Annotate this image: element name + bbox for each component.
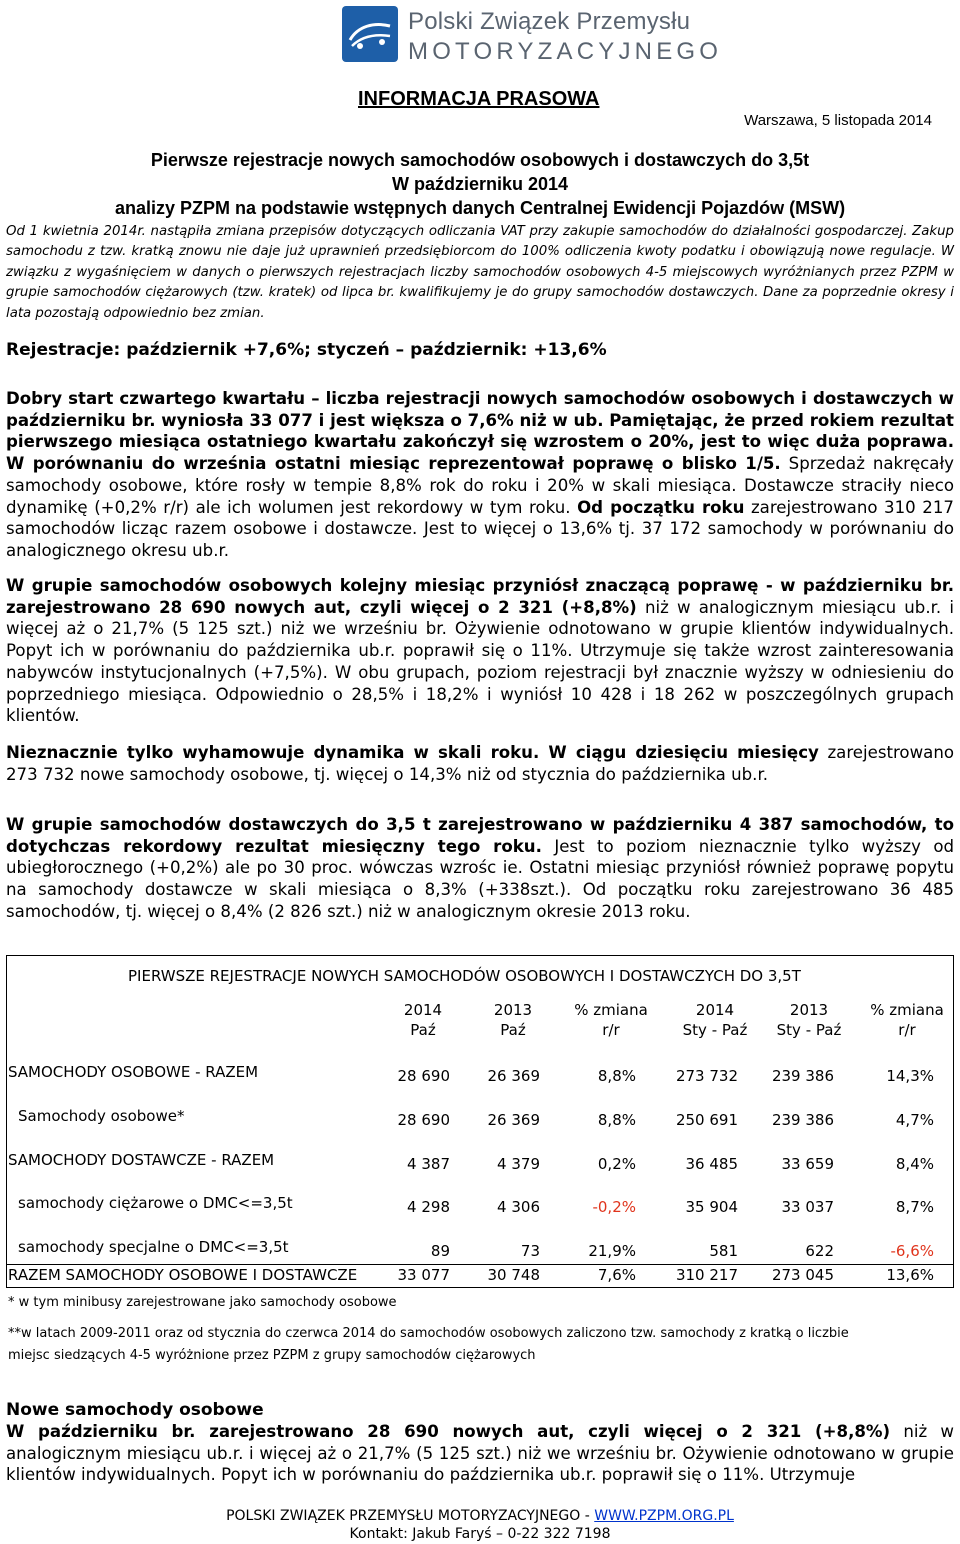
org-name-line2: MOTORYZACYJNEGO [408,38,723,65]
cell-specjalne-4: 622 [805,1242,834,1260]
intro-paragraph: Od 1 kwietnia 2014r. nastąpiła zmiana przepisów dotyczących odliczania VAT przy zakupie samochodów do działalności gospodarczej. Zakup samochodu z tzw. kratką znowu nie daje już uprawnień przedsiębiorcom do 100% odliczenia kwoty podatku i obowiązują nowe regulacje. W związku z wygaśnięciem w danych o pierwszych rejestracjach liczby samochodów osobowych 4-5 miejscowych wyróżnianych przez PZPM w grupie samochodów ciężarowych (tzw. kratek) od lipca br. kwalifikujemy je do grupy samochodów dostawczych. Dane za poprzednie okresy i lata pozostają odpowiednio bez zmian. [6,224,954,321]
press-release-label: INFORMACJA PRASOWA [358,88,600,110]
cell-razem-5: 13,6% [886,1266,934,1284]
row-label-dostawcze-razem: SAMOCHODY DOSTAWCZE - RAZEM [8,1151,275,1169]
cell-specjalne-1: 73 [520,1242,540,1260]
pzpm-logo [340,4,723,66]
table-caption: PIERWSZE REJESTRACJE NOWYCH SAMOCHODÓW OSOBOWYCH I DOSTAWCZYCH DO 3,5T [128,967,801,985]
cell-osobowe-razem-4: 239 386 [771,1067,834,1085]
section-paragraph [6,1421,954,1486]
cell-specjalne-0: 89 [430,1242,450,1260]
paragraph-4 [6,814,954,923]
p3-bold: Nieznacznie tylko wyhamowuje dynamika w skali roku. W ciągu dziesięciu miesięcy [6,743,819,762]
cell-dostawcze-razem-1: 4 379 [497,1155,540,1173]
footer-org [0,1508,960,1524]
paragraph-3 [6,742,954,785]
row-label-osobowe: Samochody osobowe* [18,1107,185,1125]
footer-org-name: POLSKI ZWIĄZEK PRZEMYSŁU MOTORYZACYJNEGO - [226,1508,595,1524]
total-row-frame [6,1264,954,1288]
col-header-change-ytd: % zmiana r/r [870,1001,944,1039]
col-header-2014-ytd: 2014 Sty - Paź [682,1001,748,1039]
cell-osobowe-razem-1: 26 369 [487,1067,540,1085]
cell-specjalne-2: 21,9% [588,1242,636,1260]
footer-contact: Kontakt: Jakub Faryś – 0-22 322 7198 [349,1526,611,1542]
cell-razem-4: 273 045 [771,1266,834,1284]
footnote-1: * w tym minibusy zarejestrowane jako samochody osobowe [8,1295,397,1310]
p3-text: zarejestrowano 273 732 nowe samochody osobowe, tj. więcej o 14,3% niż od stycznia do października ub.r. [6,743,954,784]
p1-text: Sprzedaż nakręcały samochody osobowe, które rosły w tempie 8,8% rok do roku i 20% w skali miesiąca. Dostawcze straciły nieco dynamikę (+0,2% r/r) ale ich wolumen jest rekordowy w tym roku. [6,454,954,517]
footer-link[interactable]: WWW.PZPM.ORG.PL [594,1508,734,1524]
cell-dostawcze-razem-3: 36 485 [685,1155,738,1173]
p1-bold: Dobry start czwartego kwartału – liczba rejestracji nowych samochodów osobowych i dostawczych w październiku br. wyniosła 33 077 i jest większa o 7,6% niż w ub. Pamiętając, że przed rokiem rezultat pierwszego miesiąca ostatniego kwartału zakończył się wzrostem o 20%, jest to więc duża poprawa. W porównaniu do września ostatni miesiąc reprezentował poprawę o blisko 1/5. [6,389,954,474]
col-header-2013-ytd: 2013 Sty - Paź [776,1001,842,1039]
title-line-1: Pierwsze rejestracje nowych samochodów osobowych i dostawczych do 3,5t [150,150,810,170]
cell-osobowe-5: 4,7% [895,1111,934,1129]
p2-text: niż w analogicznym miesiącu ub.r. i więcej aż o 21,7% (5 125 szt.) niż we wrześniu br. Ożywienie odnotowano w grupie klientów indywidualnych. Popyt ich w porównaniu do października ub.r. poprawił się o 11%. Utrzymuje się także wzrost zainteresowania nabywców instytucjonalnych (+7,5%). W obu grupach, poziom rejestracji był znacznie wyższy w odniesieniu do poprzedniego miesiąca. Odpowiednio o 28,5% i 18,2% i wyniósł 10 428 i 18 262 w poszczególnych grupach klientów. [6,597,954,726]
paragraph-2 [6,575,954,727]
p1-text-2: zarejestrowano 310 217 samochodów licząc razem osobowe i dostawcze. Jest to więcej o 13,6% tj. 37 172 samochody w porównaniu do analogicznego okresu ub.r. [6,497,954,560]
row-label-specjalne: samochody specjalne o DMC<=3,5t [18,1238,289,1256]
cell-dostawcze-razem-0: 4 387 [407,1155,450,1173]
cell-osobowe-razem-2: 8,8% [597,1067,636,1085]
headline: Rejestracje: październik +7,6%; styczeń – październik: +13,6% [6,340,607,360]
cell-ciezarowe-3: 35 904 [685,1198,738,1216]
col-header-change-oct: % zmiana r/r [574,1001,648,1039]
cell-razem-0: 33 077 [397,1266,450,1284]
cell-razem-3: 310 217 [675,1266,738,1284]
footnote-3: miejsc siedzących 4-5 wyróżnione przez PZPM z grupy samochodów ciężarowych [8,1348,536,1363]
cell-ciezarowe-1: 4 306 [497,1198,540,1216]
cell-specjalne-3: 581 [709,1242,738,1260]
cell-ciezarowe-0: 4 298 [407,1198,450,1216]
p4-bold: W grupie samochodów dostawczych do 3,5 t zarejestrowano w październiku 4 387 samochodów, to dotychczas rekordowy rezultat miesięczny tego roku. [6,815,954,856]
row-label-ciezarowe: samochody ciężarowe o DMC<=3,5t [18,1194,293,1212]
cell-specjalne-5: -6,6% [890,1242,934,1260]
col-header-2013-oct: 2013 Paź [493,1001,533,1039]
cell-dostawcze-razem-2: 0,2% [597,1155,636,1173]
footnote-2: **w latach 2009-2011 oraz od stycznia do czerwca 2014 do samochodów osobowych zaliczono tzw. samochody z kratką o liczbie [8,1326,849,1341]
cell-osobowe-razem-0: 28 690 [397,1067,450,1085]
cell-osobowe-razem-3: 273 732 [675,1067,738,1085]
cell-dostawcze-razem-5: 8,4% [895,1155,934,1173]
p4-text: Jest to poziom nieznacznie tylko wyższy od ubiegłorocznego (+0,2%) ale po 30 proc. wówczas wzrośc ie. Ostatni miesiąc przyniósł również poprawę popytu na samochody dostawcze w skali miesiąca o 8,3% (+338szt.). Od początku roku zarejestrowano 36 485 samochodów, tj. więcej o 8,4% (2 826 szt.) niż w analogicznym okresie 2013 roku. [6,836,955,921]
cell-ciezarowe-5: 8,7% [895,1198,934,1216]
cell-osobowe-3: 250 691 [675,1111,738,1129]
title-line-2: W październiku 2014 [391,174,569,194]
cell-ciezarowe-4: 33 037 [781,1198,834,1216]
title-line-3: analizy PZPM na podstawie wstępnych danych Centralnej Ewidencji Pojazdów (MSW) [114,198,846,218]
pzpm-logo-icon [340,4,400,64]
p2-bold: W grupie samochodów osobowych kolejny miesiąc przyniósł znaczącą poprawę - w październiku br. zarejestrowano 28 690 nowych aut, czyli więcej o 2 321 (+8,8%) [6,576,954,617]
org-name-line1: Polski Związek Przemysłu [408,8,691,35]
cell-osobowe-4: 239 386 [771,1111,834,1129]
section-bold: W październiku br. zarejestrowano 28 690 nowych aut, czyli więcej o 2 321 (+8,8%) [6,1422,891,1441]
col-header-2014-oct: 2014 Paź [403,1001,443,1039]
cell-osobowe-0: 28 690 [397,1111,450,1129]
cell-razem-2: 7,6% [597,1266,636,1284]
row-label-osobowe-razem: SAMOCHODY OSOBOWE - RAZEM [8,1063,259,1081]
paragraph-1 [6,388,954,562]
cell-dostawcze-razem-4: 33 659 [781,1155,834,1173]
section-text: niż w analogicznym miesiącu ub.r. i więcej aż o 21,7% (5 125 szt.) niż we wrześniu br. Ożywienie odnotowano w grupie klientów indywidualnych. Popyt ich w porównaniu do października ub.r. poprawił się o 11%. Utrzymuje [6,1422,954,1485]
section-title: Nowe samochody osobowe [6,1400,264,1420]
cell-osobowe-razem-5: 14,3% [886,1067,934,1085]
p1-bold-2: Od początku roku [577,497,745,517]
cell-ciezarowe-2: -0,2% [592,1198,636,1216]
cell-osobowe-2: 8,8% [597,1111,636,1129]
row-label-razem: RAZEM SAMOCHODY OSOBOWE I DOSTAWCZE [8,1266,358,1284]
release-date: Warszawa, 5 listopada 2014 [744,112,932,129]
cell-razem-1: 30 748 [487,1266,540,1284]
cell-osobowe-1: 26 369 [487,1111,540,1129]
